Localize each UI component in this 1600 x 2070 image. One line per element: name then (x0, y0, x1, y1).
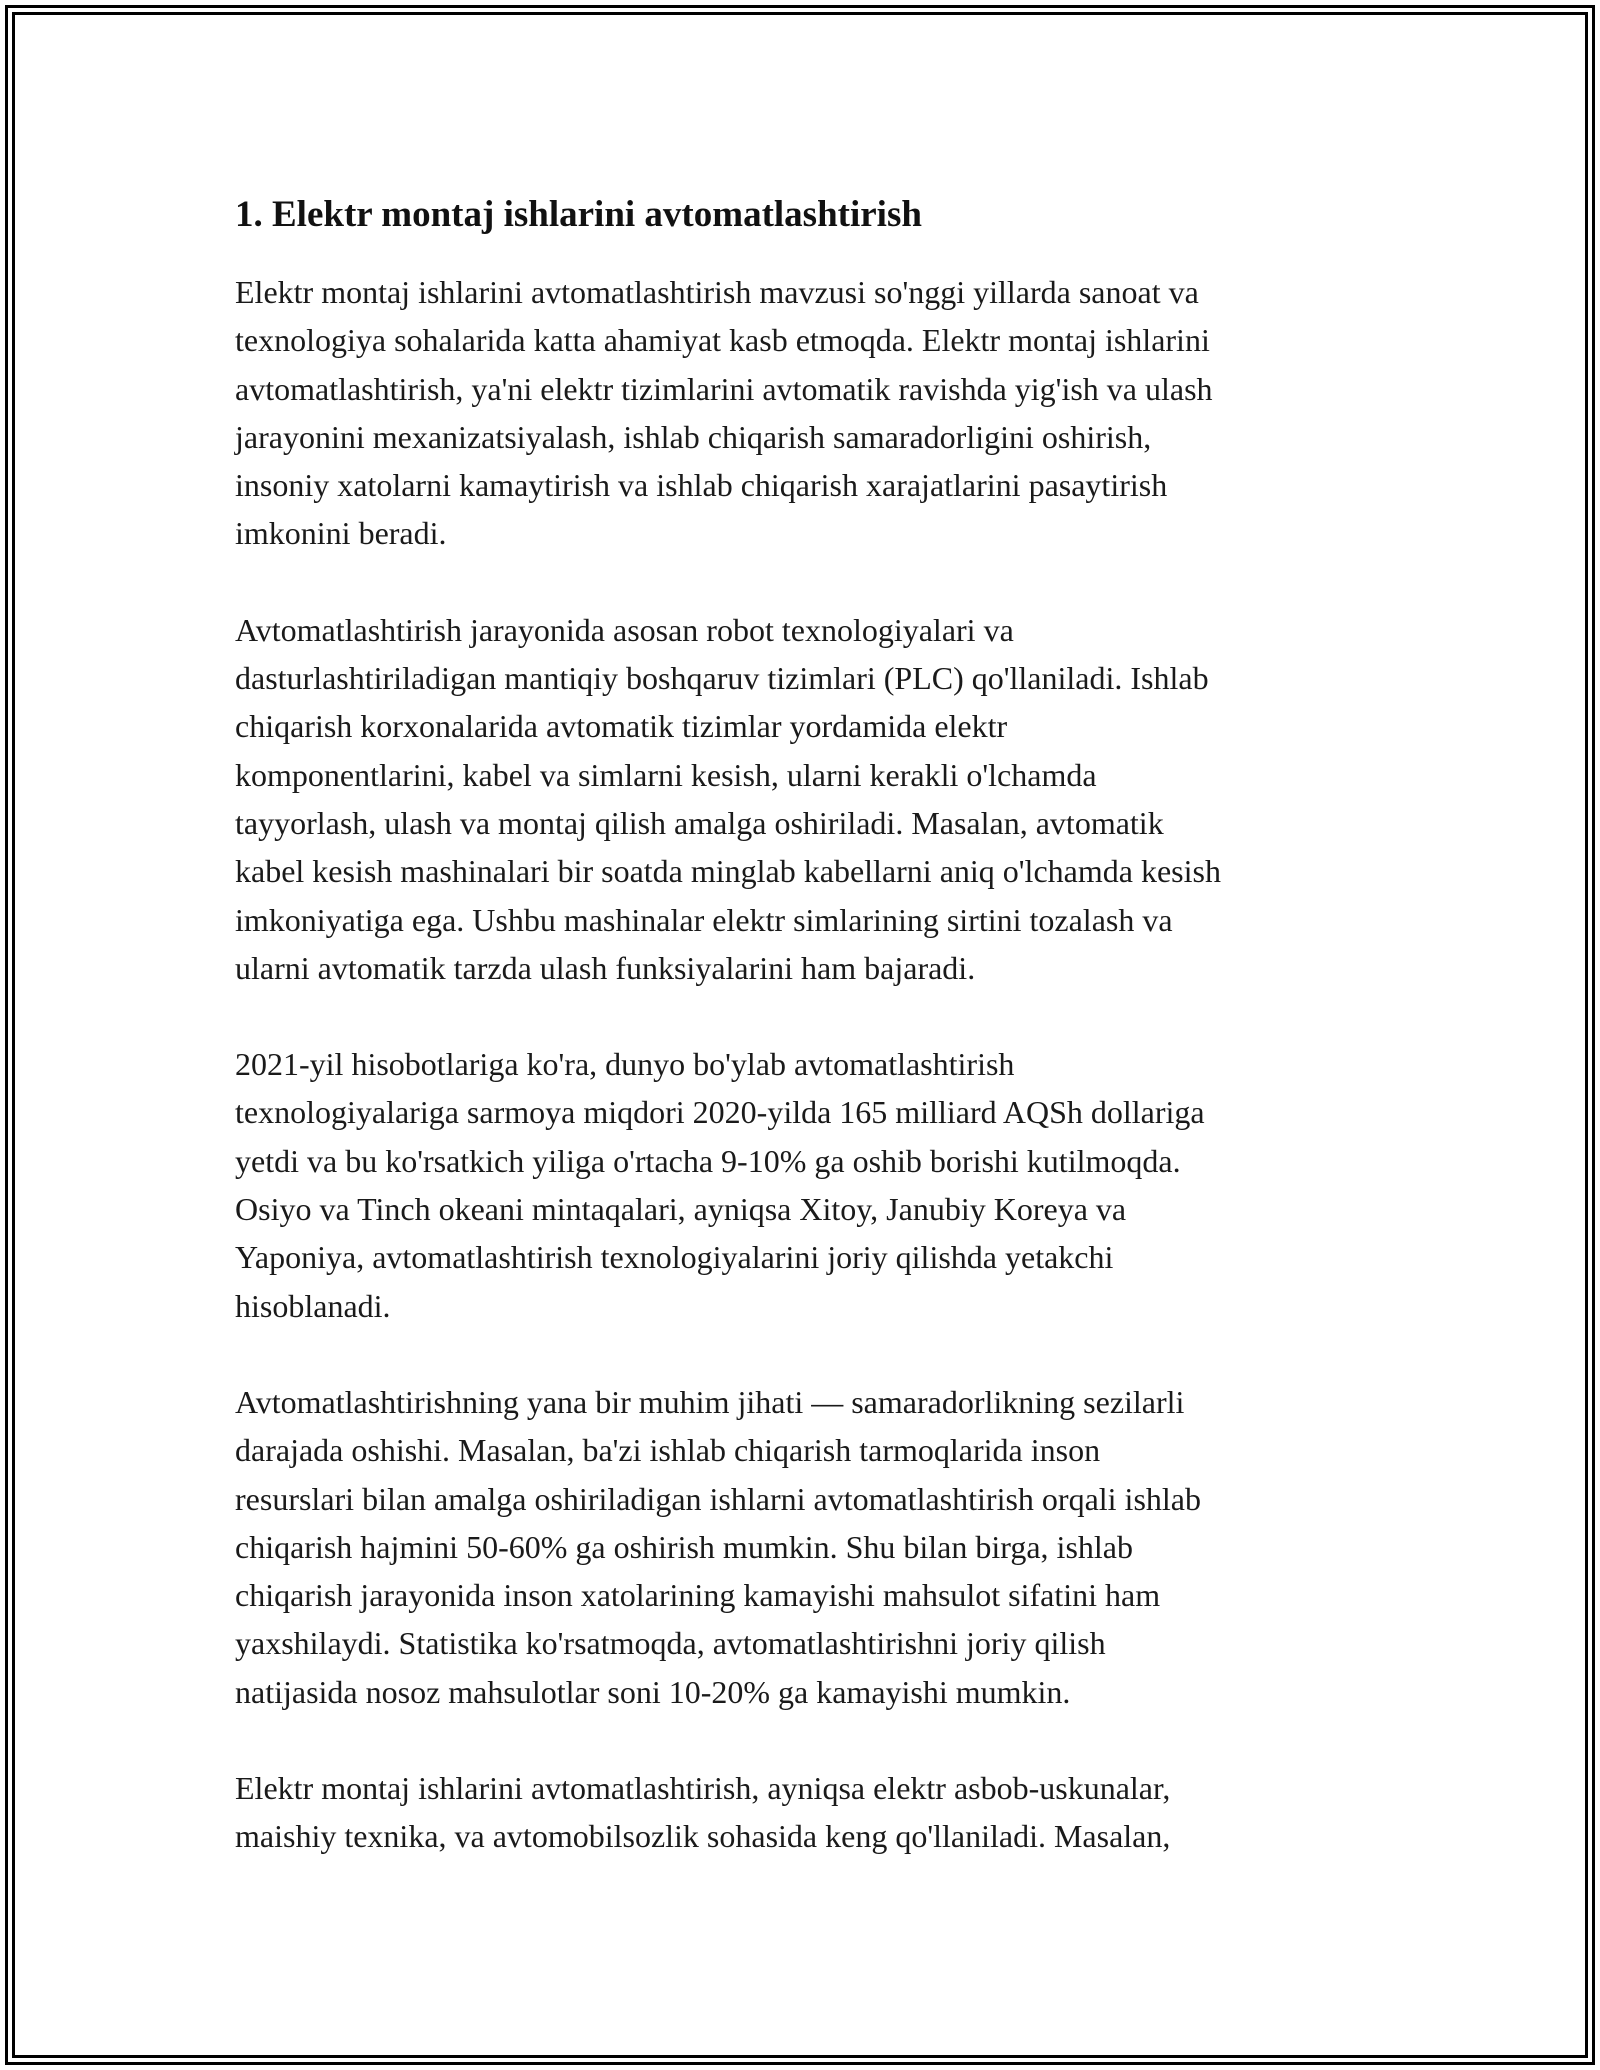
paragraph-1: Elektr montaj ishlarini avtomatlashtirish mavzusi so'nggi yillarda sanoat va texnologiya sohalarida katta ahamiyat kasb etmoqda. Elektr montaj ishlarini avtomatlashtirish, ya'ni elektr tizimlarini avtomatik ravishda yig'ish va ulash jarayonini mexanizatsiyalash, ishlab chiqarish samaradorligini oshirish, insoniy xatolarni kamaytirish va ishlab chiqarish xarajatlarini pasaytirish imkonini beradi. (235, 274, 1213, 552)
paragraph-2: Avtomatlashtirish jarayonida asosan robot texnologiyalari va dasturlashtiriladigan mantiqiy boshqaruv tizimlari (PLC) qo'llaniladi. Ishlab chiqarish korxonalarida avtomatik tizimlar yordamida elektr komponentlarini, kabel va simlarni kesish, ularni kerakli o'lchamda tayyorlash, ulash va montaj qilish amalga oshiriladi. Masalan, avtomatik kabel kesish mashinalari bir soatda minglab kabellarni aniq o'lchamda kesish imkoniyatiga ega. Ushbu mashinalar elektr simlarining sirtini tozalash va ularni avtomatik tarzda ulash funksiyalarini ham bajaradi. (235, 611, 1221, 986)
paragraph-5: Elektr montaj ishlarini avtomatlashtirish, ayniqsa elektr asbob-uskunalar, maishiy texnika, va avtomobilsozlik sohasida keng qo'llaniladi. Masalan, (235, 1770, 1171, 1855)
document-body (235, 188, 1370, 1909)
paragraph-4: Avtomatlashtirishning yana bir muhim jihati — samaradorlikning sezilarli darajada oshishi. Masalan, ba'zi ishlab chiqarish tarmoqlarida inson resurslari bilan amalga oshiriladigan ishlarni avtomatlashtirish orqali ishlab chiqarish hajmini 50-60% ga oshirish mumkin. Shu bilan birga, ishlab chiqarish jarayonida inson xatolarining kamayishi mahsulot sifatini ham yaxshilaydi. Statistika ko'rsatmoqda, avtomatlashtirishni joriy qilish natijasida nosoz mahsulotlar soni 10-20% ga kamayishi mumkin. (235, 1383, 1201, 1710)
paragraph-3: 2021-yil hisobotlariga ko'ra, dunyo bo'ylab avtomatlashtirish texnologiyalariga sarmoya miqdori 2020-yilda 165 milliard AQSh dollariga yetdi va bu ko'rsatkich yiliga o'rtacha 9-10% ga oshib borishi kutilmoqda. Osiyo va Tinch okeani mintaqalari, ayniqsa Xitoy, Janubiy Koreya va Yaponiya, avtomatlashtirish texnologiyalarini joriy qilishda yetakchi hisoblanadi. (235, 1046, 1205, 1324)
page-title: 1. Elektr montaj ishlarini avtomatlashtirish (235, 194, 922, 235)
